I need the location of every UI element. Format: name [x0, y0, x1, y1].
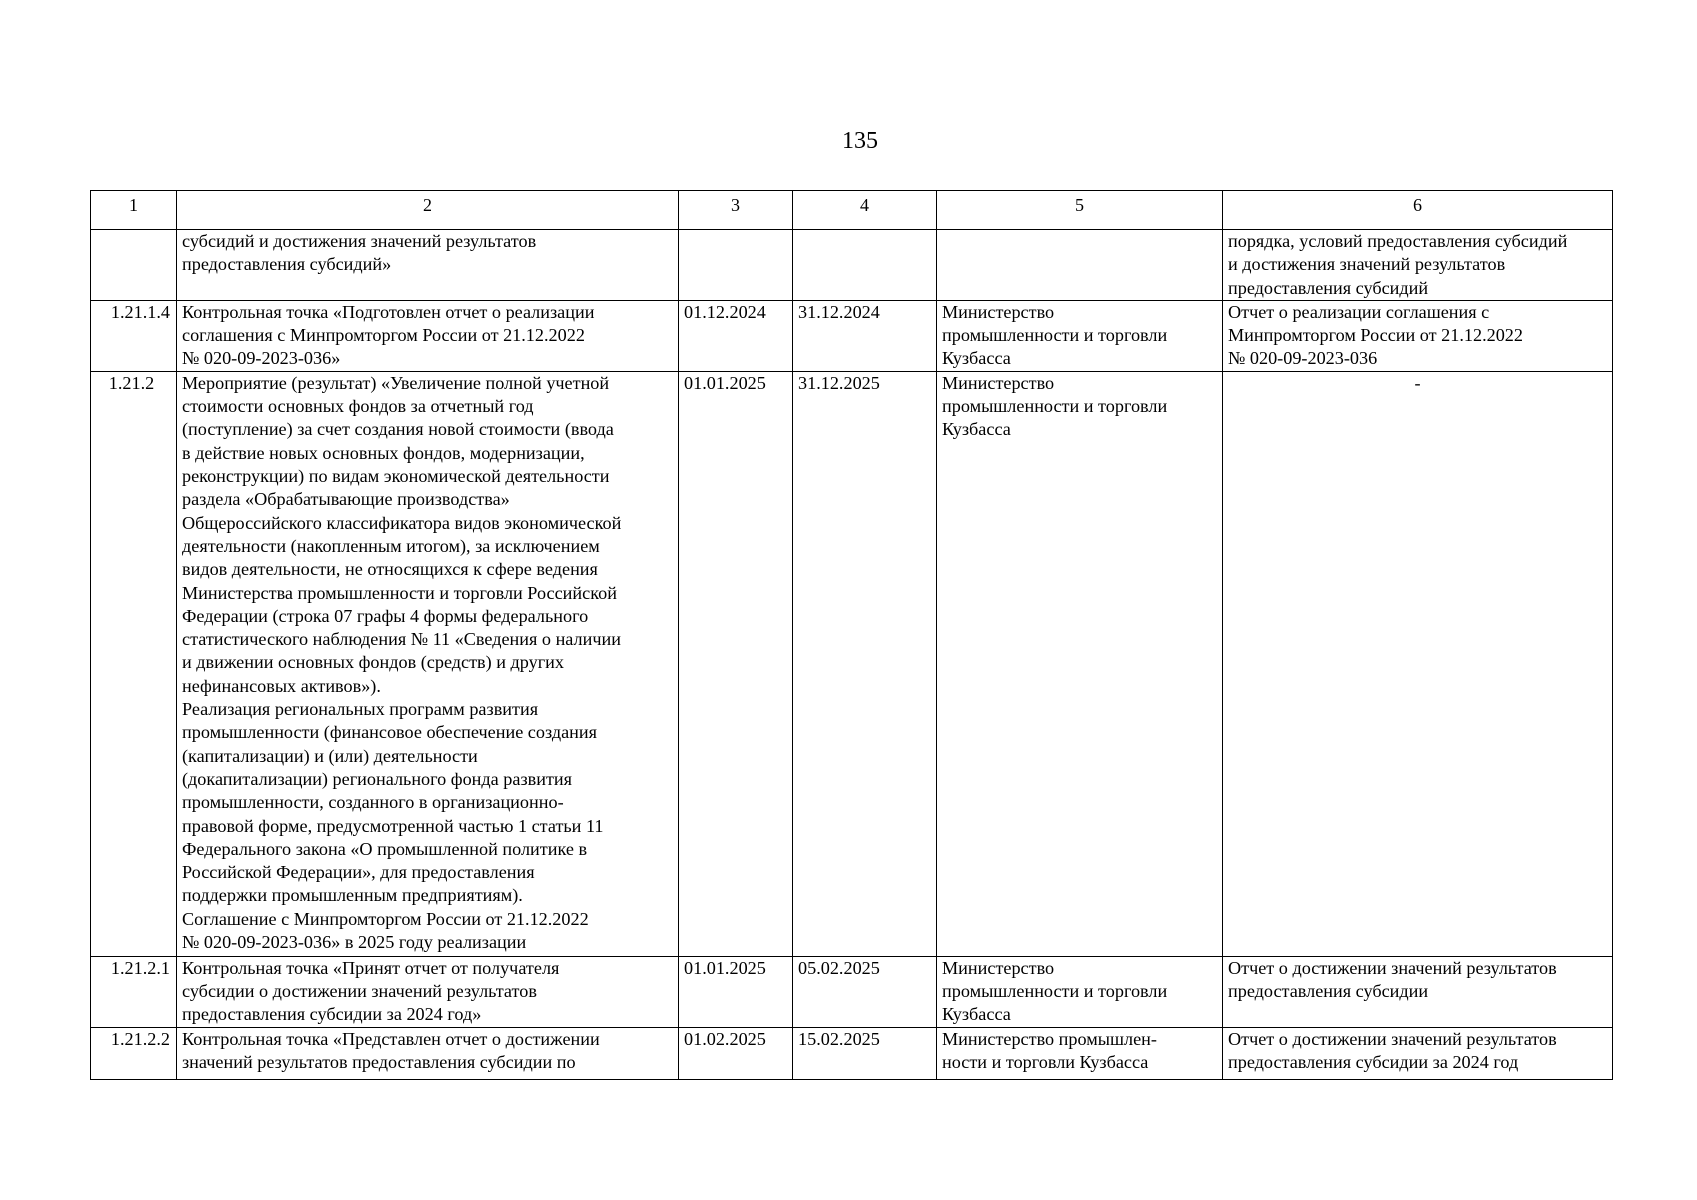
start-date-cell: 01.01.2025: [679, 956, 793, 1027]
start-date-cell: 01.01.2025: [679, 371, 793, 956]
document-cell: -: [1223, 371, 1613, 956]
description-cell: Контрольная точка «Подготовлен отчет о реализации соглашения с Минпромторгом России от 21.12.2022 № 020-09-2023-036»: [177, 300, 679, 371]
responsible-cell: [937, 230, 1223, 301]
responsible-cell: Министерство промышленности и торговли Кузбасса: [937, 371, 1223, 956]
description-cell: субсидий и достижения значений результатов предоставления субсидий»: [177, 230, 679, 301]
responsible-cell: Министерство промышленности и торговли Кузбасса: [937, 956, 1223, 1027]
description-cell: Мероприятие (результат) «Увеличение полной учетной стоимости основных фондов за отчетный год (поступление) за счет создания новой стоимости (ввода в действие новых основных фондов, модернизации, реконструкции) по видам экономической деятельности раздела «Обрабатывающие производства» Общероссийского классификатора видов экономической деятельности (накопленным итогом), за исключением видов деятельности, не относящихся к сфере ведения Министерства промышленности и торговли Российской Федерации (строка 07 графы 4 формы федерального статистического наблюдения № 11 «Сведения о наличии и движении основных фондов (средств) и других нефинансовых активов»). Реализация региональных программ развития промышленности (финансовое обеспечение создания (капитализации) и (или) деятельности (докапитализации) регионального фонда развития промышленности, созданного в организационно- правовой форме, предусмотренной частью 1 статьи 11 Федерального закона «О промышленной политике в Российской Федерации», для предоставления поддержки промышленным предприятиям). Соглашение с Минпромторгом России от 21.12.2022 № 020-09-2023-036» в 2025 году реализации: [177, 371, 679, 956]
row-number-cell: 1.21.2.1: [91, 956, 177, 1027]
end-date-cell: [793, 230, 937, 301]
table-row: [91, 1027, 1613, 1079]
description-cell: Контрольная точка «Принят отчет от получателя субсидии о достижении значений результатов предоставления субсидии за 2024 год»: [177, 956, 679, 1027]
document-cell: Отчет о достижении значений результатов предоставления субсидии за 2024 год: [1223, 1027, 1613, 1079]
table-row: [91, 371, 1613, 956]
end-date-cell: 15.02.2025: [793, 1027, 937, 1079]
start-date-cell: 01.12.2024: [679, 300, 793, 371]
column-header: 6: [1223, 191, 1613, 230]
end-date-cell: 31.12.2024: [793, 300, 937, 371]
start-date-cell: [679, 230, 793, 301]
end-date-cell: 05.02.2025: [793, 956, 937, 1027]
document-cell: Отчет о реализации соглашения с Минпромторгом России от 21.12.2022 № 020-09-2023-036: [1223, 300, 1613, 371]
table-row: [91, 300, 1613, 371]
responsible-cell: Министерство промышлен- ности и торговли Кузбасса: [937, 1027, 1223, 1079]
row-number-cell: 1.21.2.2: [91, 1027, 177, 1079]
description-cell: Контрольная точка «Представлен отчет о достижении значений результатов предоставления субсидии по: [177, 1027, 679, 1079]
table-header-row: [91, 191, 1613, 230]
page-number: 135: [842, 128, 878, 154]
document-table: [90, 190, 1613, 1080]
table-row: [91, 956, 1613, 1027]
column-header: 3: [679, 191, 793, 230]
responsible-cell: Министерство промышленности и торговли Кузбасса: [937, 300, 1223, 371]
row-number-cell: 1.21.1.4: [91, 300, 177, 371]
column-header: 5: [937, 191, 1223, 230]
document-cell: Отчет о достижении значений результатов предоставления субсидии: [1223, 956, 1613, 1027]
start-date-cell: 01.02.2025: [679, 1027, 793, 1079]
document-cell: порядка, условий предоставления субсидий и достижения значений результатов предоставления субсидий: [1223, 230, 1613, 301]
column-header: 1: [91, 191, 177, 230]
row-number-cell: 1.21.2: [91, 371, 177, 956]
table-row: [91, 230, 1613, 301]
column-header: 2: [177, 191, 679, 230]
end-date-cell: 31.12.2025: [793, 371, 937, 956]
column-header: 4: [793, 191, 937, 230]
row-number-cell: [91, 230, 177, 301]
